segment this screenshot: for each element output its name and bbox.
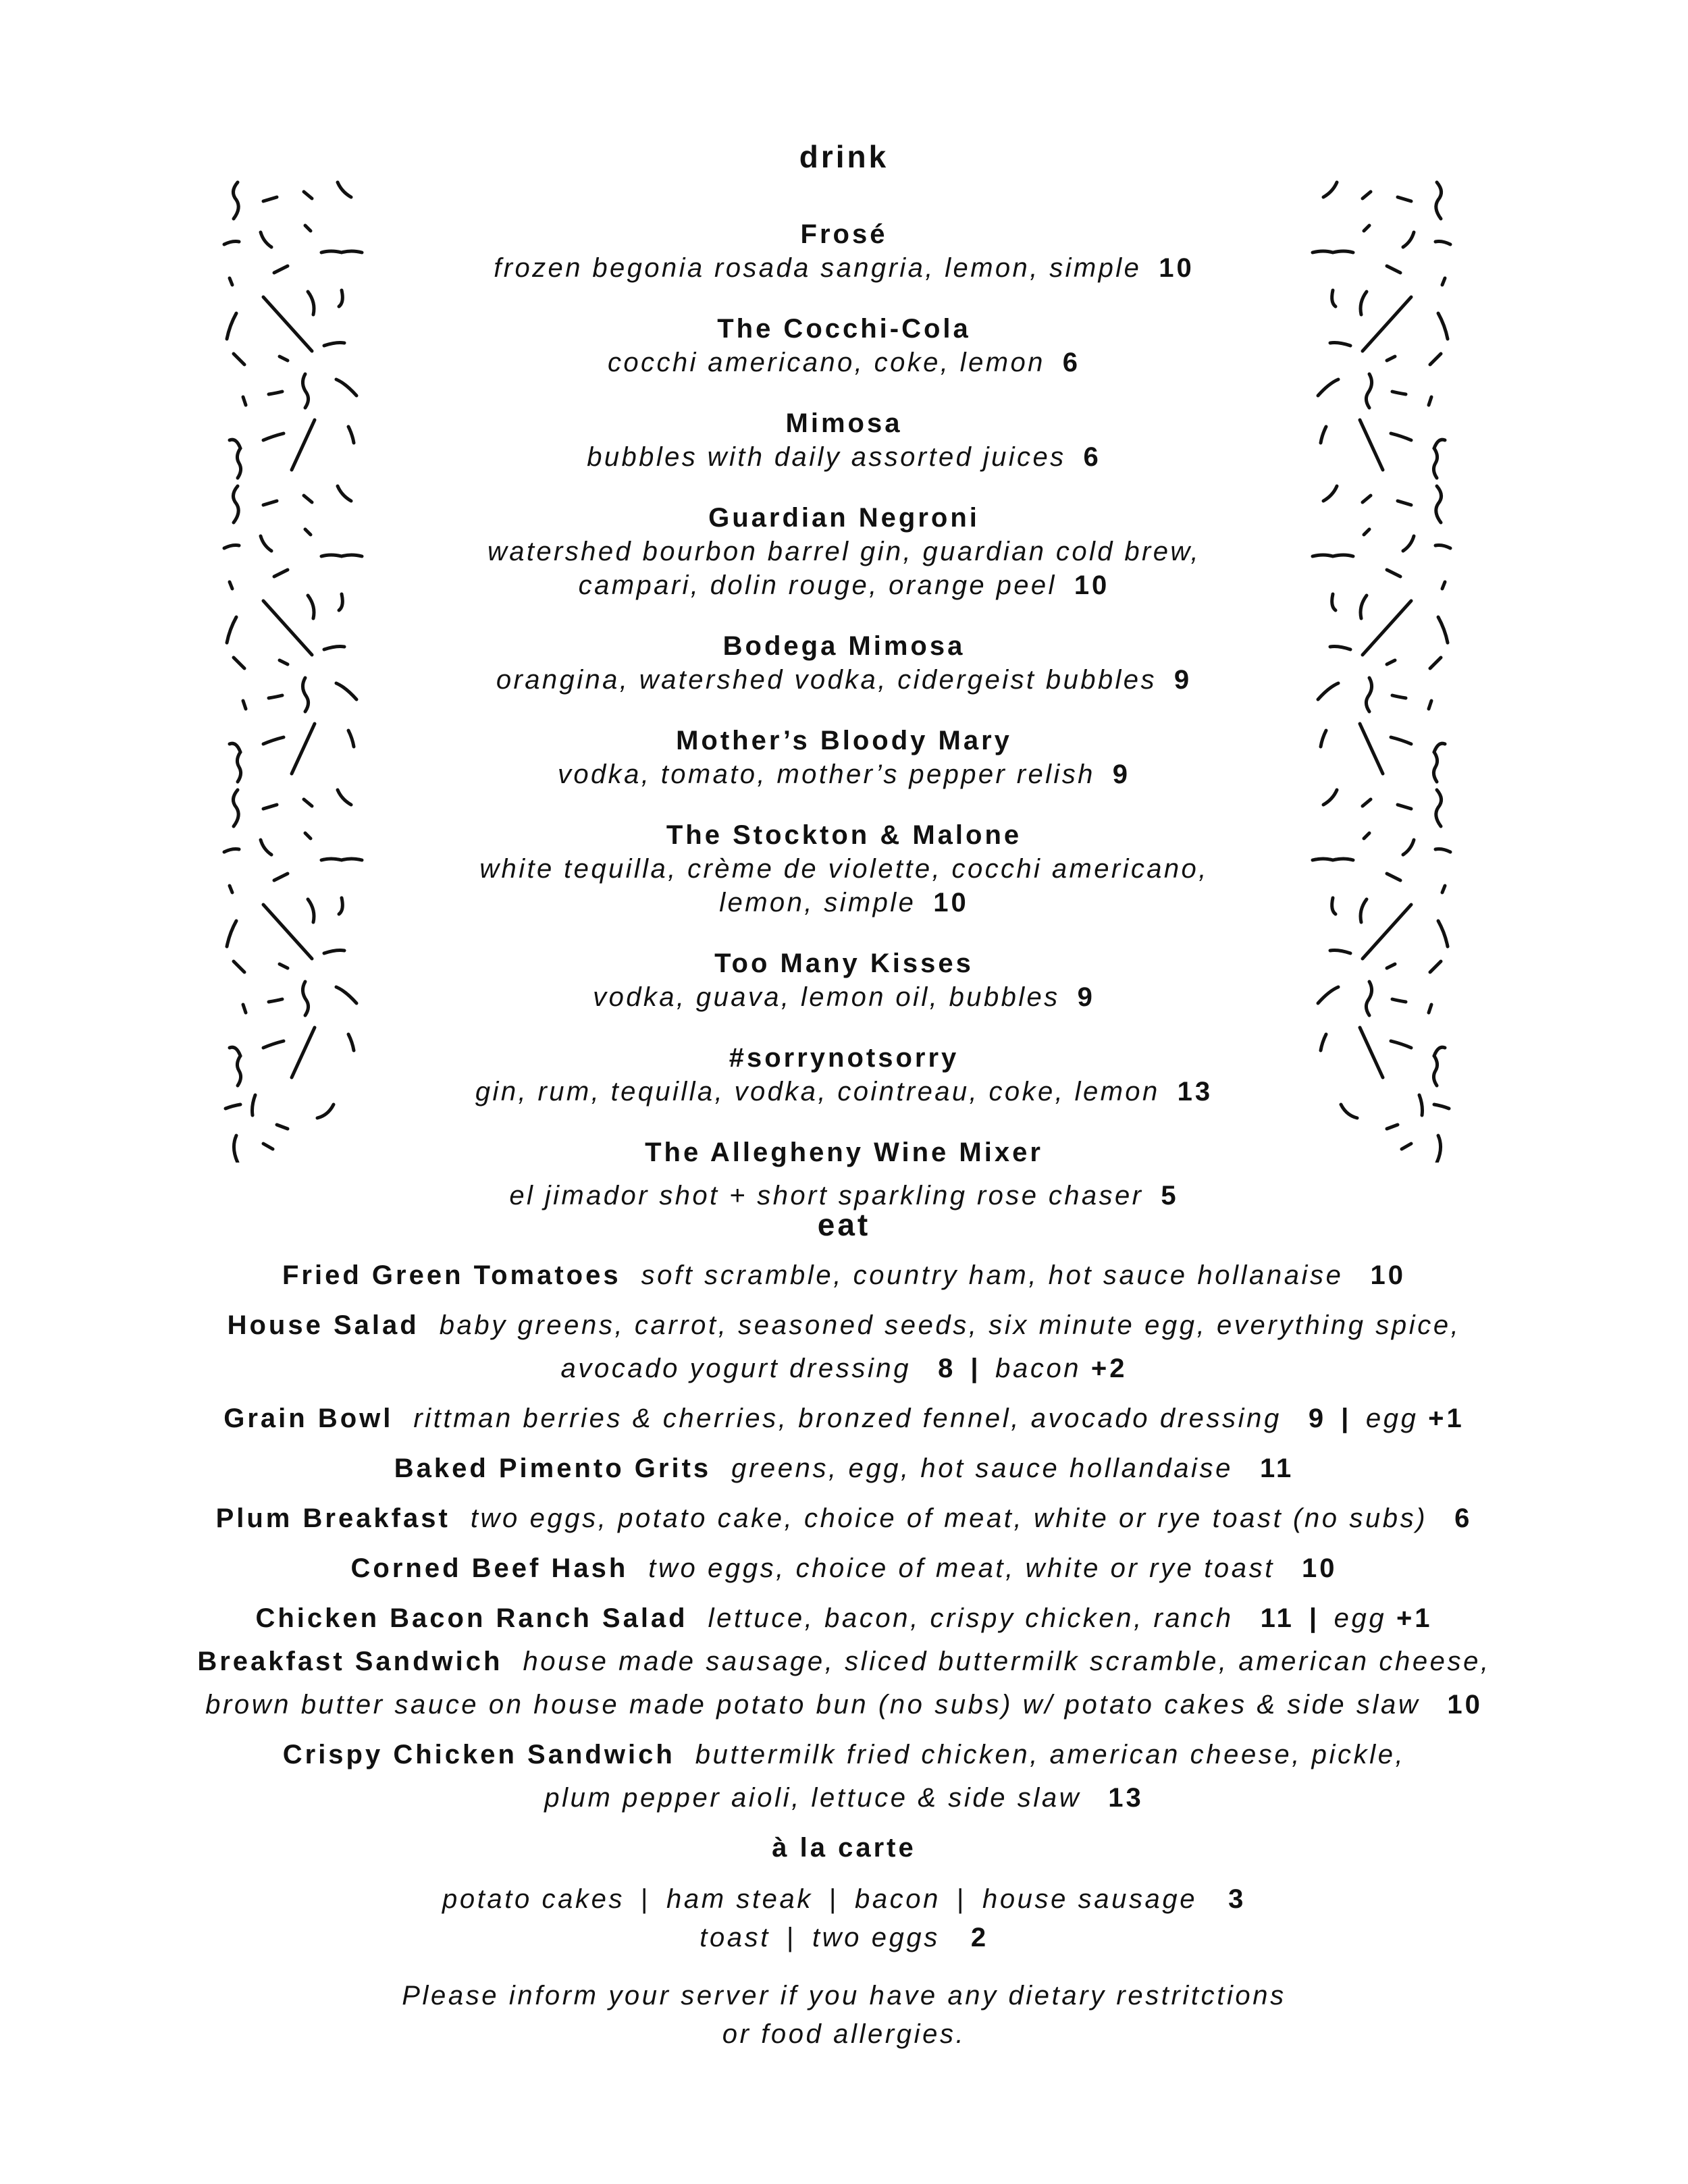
a-la-carte-item: toast (700, 1923, 770, 1952)
a-la-carte-line (270, 1919, 1418, 1957)
a-la-carte-item: potato cakes (442, 1884, 625, 1914)
food-name: Grain Bowl (223, 1404, 394, 1433)
drink-description: lemon, simple 10 (719, 888, 969, 917)
food-name: Breakfast Sandwich (197, 1647, 503, 1676)
food-name: Chicken Bacon Ranch Salad (255, 1603, 688, 1633)
food-description: brown butter sauce on house made potato bun (no subs) w/ potato cakes & side slaw (205, 1690, 1421, 1720)
food-description: house made sausage, sliced buttermilk scramble, american cheese, (523, 1647, 1491, 1676)
food-item (135, 1254, 1553, 1297)
drink-item (405, 1136, 1283, 1213)
drink-price: 9 (1112, 760, 1131, 789)
a-la-carte-item: ham steak (666, 1884, 813, 1914)
food-price: 10 (1370, 1260, 1406, 1290)
drink-description: vodka, tomato, mother’s pepper relish 9 (557, 760, 1131, 789)
food-description: avocado yogurt dressing (560, 1354, 912, 1383)
drink-price: 10 (1159, 253, 1194, 283)
drink-price: 5 (1161, 1181, 1179, 1210)
drink-name: Mother’s Bloody Mary (676, 726, 1012, 755)
drink-list (405, 217, 1283, 1240)
drink-name: The Stockton & Malone (666, 820, 1022, 850)
section-heading-drink: drink (799, 139, 889, 174)
food-item (135, 1547, 1553, 1590)
drink-description: bubbles with daily assorted juices 6 (587, 442, 1101, 472)
food-description: buttermilk fried chicken, american cheese, pickle, (695, 1740, 1406, 1769)
a-la-carte-price: 3 (1228, 1884, 1246, 1914)
food-item (135, 1640, 1553, 1726)
drink-item (405, 406, 1283, 474)
allergy-note (270, 1977, 1418, 2054)
food-item (135, 1597, 1553, 1640)
drink-name: Bodega Mimosa (722, 631, 966, 661)
food-addon: egg (1365, 1404, 1419, 1433)
food-addon-price: +2 (1090, 1354, 1128, 1383)
drink-price: 6 (1083, 442, 1101, 472)
food-name: Corned Beef Hash (350, 1553, 629, 1583)
food-description: baby greens, carrot, seasoned seeds, six minute egg, everything spice, (439, 1310, 1461, 1340)
drink-item (405, 818, 1283, 920)
drink-description: watershed bourbon barrel gin, guardian cold brew, (487, 537, 1201, 566)
food-description: soft scramble, country ham, hot sauce hollanaise (641, 1260, 1344, 1290)
drink-description: campari, dolin rouge, orange peel 10 (578, 570, 1110, 600)
drink-name: Guardian Negroni (708, 503, 980, 533)
food-price: 9 (1308, 1404, 1327, 1433)
a-la-carte-list (270, 1880, 1418, 1957)
a-la-carte-item: house sausage (982, 1884, 1198, 1914)
drink-item (405, 947, 1283, 1014)
drink-item (405, 312, 1283, 379)
food-description: two eggs, potato cake, choice of meat, white or rye toast (no subs) (470, 1503, 1428, 1533)
separator: | (1341, 1404, 1351, 1433)
separator: | (956, 1884, 966, 1914)
drink-name: Frosé (800, 219, 888, 249)
food-price: 11 (1260, 1603, 1294, 1633)
food-name: House Salad (227, 1310, 419, 1340)
drink-description: gin, rum, tequilla, vodka, cointreau, coke, lemon 13 (475, 1077, 1213, 1107)
drink-price: 6 (1062, 348, 1080, 377)
drink-description: el jimador shot + short sparkling rose chaser 5 (509, 1181, 1179, 1210)
separator: | (1309, 1603, 1319, 1633)
food-addon-price: +1 (1428, 1404, 1465, 1433)
decorative-squiggle-column-right (1310, 177, 1458, 1163)
drink-name: Too Many Kisses (714, 949, 974, 978)
drink-price: 9 (1173, 665, 1192, 695)
drink-item (405, 217, 1283, 285)
food-price: 11 (1260, 1454, 1294, 1483)
section-heading-a-la-carte: à la carte (772, 1833, 916, 1863)
drink-name: The Cocchi-Cola (717, 314, 971, 344)
drink-name: #sorrynotsorry (729, 1043, 959, 1073)
food-description: lettuce, bacon, crispy chicken, ranch (708, 1603, 1234, 1633)
food-list (135, 1254, 1553, 1819)
drink-name: Mimosa (785, 408, 903, 438)
food-name: Crispy Chicken Sandwich (282, 1740, 675, 1769)
separator: | (786, 1923, 796, 1952)
food-description: rittman berries & cherries, bronzed fennel, avocado dressing (413, 1404, 1282, 1433)
drink-item (405, 501, 1283, 602)
drink-price: 10 (1074, 570, 1110, 600)
drink-description: cocchi americano, coke, lemon 6 (608, 348, 1080, 377)
drink-description: white tequilla, crème de violette, cocchi americano, (479, 854, 1209, 884)
decorative-squiggle-column-left (216, 177, 365, 1163)
drink-price: 9 (1077, 982, 1095, 1012)
food-price: 6 (1454, 1503, 1473, 1533)
food-addon: bacon (995, 1354, 1082, 1383)
separator: | (970, 1354, 981, 1383)
separator: | (828, 1884, 839, 1914)
a-la-carte-item: bacon (854, 1884, 941, 1914)
allergy-note-line: or food allergies. (722, 2019, 966, 2049)
separator: | (641, 1884, 651, 1914)
food-item (135, 1497, 1553, 1540)
food-item (135, 1397, 1553, 1440)
a-la-carte-item: two eggs (812, 1923, 940, 1952)
food-description: plum pepper aioli, lettuce & side slaw (544, 1783, 1082, 1813)
drink-description: frozen begonia rosada sangria, lemon, simple 10 (494, 253, 1194, 283)
food-item (135, 1304, 1553, 1390)
food-price: 13 (1108, 1783, 1144, 1813)
food-addon: egg (1334, 1603, 1387, 1633)
drink-item (405, 724, 1283, 791)
food-name: Fried Green Tomatoes (282, 1260, 621, 1290)
food-description: two eggs, choice of meat, white or rye toast (648, 1553, 1275, 1583)
food-addon-price: +1 (1396, 1603, 1433, 1633)
food-description: greens, egg, hot sauce hollandaise (731, 1454, 1233, 1483)
food-name: Baked Pimento Grits (394, 1454, 712, 1483)
food-price: 8 (938, 1354, 956, 1383)
food-item (135, 1733, 1553, 1819)
food-item (135, 1447, 1553, 1490)
food-price: 10 (1447, 1690, 1483, 1720)
drink-price: 13 (1177, 1077, 1213, 1107)
drink-name: The Allegheny Wine Mixer (645, 1138, 1043, 1167)
a-la-carte-line (270, 1880, 1418, 1919)
a-la-carte-price: 2 (970, 1923, 988, 1952)
section-heading-eat: eat (817, 1207, 871, 1242)
drink-item (405, 629, 1283, 697)
allergy-note-line: Please inform your server if you have any dietary restritctions (402, 1981, 1286, 2010)
drink-price: 10 (933, 888, 969, 917)
drink-description: orangina, watershed vodka, cidergeist bubbles 9 (496, 665, 1192, 695)
food-name: Plum Breakfast (215, 1503, 450, 1533)
drink-description: vodka, guava, lemon oil, bubbles 9 (593, 982, 1095, 1012)
food-price: 10 (1301, 1553, 1338, 1583)
drink-item (405, 1041, 1283, 1109)
